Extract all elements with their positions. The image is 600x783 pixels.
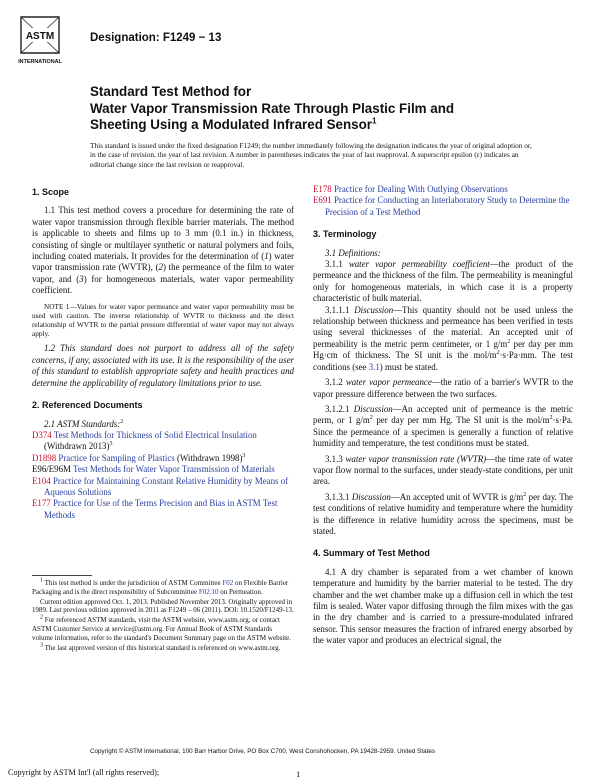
reference-title-link[interactable]: Practice for Maintaining Constant Relative Humidity by Means of Aqueous Solutions: [44, 475, 289, 497]
term-3-1-1-1: 3.1.1.1 Discussion—This quantity should not be used unless the relationship between thickness and permeance has been verified in tests using several thicknesses of the material. An accepted unit of permeability is the metric perm centimeter, or 1 $g/m^2$ per day per mm Hg·cm of thickness. The SI unit is the mol/$m^2\cdot s\cdot Pa\cdot mm$. The test conditions (see 3.1) must be stated.: [313, 304, 573, 372]
astm-logo: [15, 13, 79, 69]
footnotes: [32, 579, 294, 653]
reference-code[interactable]: E104: [32, 475, 51, 486]
reference-item: [313, 195, 573, 218]
page-number: 1: [296, 769, 301, 779]
footnote-edition: Current edition approved Oct. 1, 2013. Published November 2013. Originally approved in 1989. Last previous edition approved in 2011 as F1249 – 06 (2011). DOI: 10.1520/F1249-13.: [32, 597, 294, 615]
page-title: [90, 84, 530, 134]
title-line-1: Standard Test Method for: [90, 84, 252, 99]
footnote-3: $^3$ The last approved version of this historical standard is referenced on www.astm.org.: [40, 642, 281, 652]
scope-1-1: 1.1 This test method covers a procedure for determining the rate of water vapor transmission through flexible barrier materials. The method is applicable to sheets and films up to 3 mm (0.1 in.) in thickness, consisting of single or multilayer synthetic or natural polymers and foils, including coated materials. It provides for the determination of (1) water vapor transmission rate (WVTR), (2) the permeance of the film to water vapor, and (3) for homogeneous materials, water vapor permeability coefficient.: [32, 205, 294, 296]
reference-code[interactable]: E178: [313, 184, 332, 194]
definitions-label: 3.1 Definitions:: [325, 247, 381, 258]
reference-item: [313, 184, 573, 195]
reference-title-link[interactable]: Practice for Dealing With Outlying Observations: [333, 184, 508, 194]
reference-item: [32, 430, 294, 453]
title-line-2: Water Vapor Transmission Rate Through Plastic Film and: [90, 100, 455, 116]
term-3-1-3: 3.1.3 water vapor transmission rate (WVTR)—the time rate of water vapor flow normal to the surfaces, under steady-state conditions, per unit area.: [313, 453, 573, 487]
reference-code[interactable]: D374: [32, 429, 52, 440]
terminology-heading: 3. Terminology: [313, 229, 377, 240]
scope-1-2: 1.2 This standard does not purport to address all of the safety concerns, if any, associated with its use. It is the responsibility of the user of this standard to establish appropriate safety and health practices and determine the applicability of regulatory limitations prior to use.: [32, 343, 294, 388]
refs-list-left: [32, 430, 294, 521]
svg-text:ASTM: ASTM: [25, 31, 55, 42]
reference-code[interactable]: E96/E96M: [32, 464, 71, 475]
refs-list-right: [313, 184, 573, 218]
summary-heading: 4. Summary of Test Method: [313, 548, 430, 559]
footnote-rule: [32, 575, 92, 576]
reference-item: [32, 464, 294, 475]
title-footnote-ref[interactable]: 1: [372, 116, 377, 126]
svg-text:INTERNATIONAL: INTERNATIONAL: [18, 59, 62, 65]
reference-footnote-ref: 3: [242, 452, 246, 459]
link-f02-10[interactable]: F02.10: [198, 587, 219, 596]
term-3-1-2-1: 3.1.2.1 Discussion—An accepted unit of permeance is the metric perm, or 1 $g/m^2$ per day per mm Hg. The SI unit is the mol/$m^2\cdot s\cdot Pa$. Since the permeance of a specimen is generally a function of relative humidity and temperature, the test conditions must be stated.: [313, 403, 573, 449]
reference-code[interactable]: E691: [313, 195, 332, 206]
note-1: NOTE 1—Values for water vapor permeance and water vapor permeability must be used with caution. The inverse relationship of WVTR to thickness and the direct relationship of WVTR to the partial pressure differential of water vapor may not always apply.: [32, 301, 294, 339]
reference-suffix: (Withdrawn 2013): [44, 441, 110, 452]
reference-footnote-ref: 3: [109, 441, 113, 448]
copyright-line: Copyright © ASTM International, 100 Barr Harbor Drive, PO Box C700, West Conshohocken, PA 19428-2959. United States: [90, 748, 435, 755]
reference-title-link[interactable]: Test Methods for Thickness of Solid Electrical Insulation: [53, 429, 257, 440]
summary-4-1: 4.1 A dry chamber is separated from a wet chamber of known temperature and humidity by the barrier material to be tested. The dry chamber and the wet chamber make up a diffusion cell in which the test film is sealed. Water vapor diffusing through the film mixes with the gas in the dry chamber and is carried to a pressure-modulated infrared sensor. This sensor measures the fraction of infrared energy absorbed by the water vapor and produces an electrical signal, the: [313, 566, 573, 646]
footnote-1: $^1$ This test method is under the jurisdiction of ASTM Committee F02 on Flexible Barrier Packaging and is the direct responsibility of Subcommittee F02.10 on Permeation.: [32, 577, 289, 596]
license-line: Copyright by ASTM Int'l (all rights reserved);: [8, 768, 160, 777]
designation: Designation: F1249 − 13: [90, 32, 222, 44]
right-column: [313, 184, 573, 647]
title-line-3: [90, 117, 530, 134]
footnote-2: $^2$ For referenced ASTM standards, visit the ASTM website, www.astm.org, or contact ASTM Customer Service at service@astm.org. For Annual Book of ASTM Standards volume information, refer to the standard's Document Summary page on the ASTM website.: [32, 614, 292, 642]
reference-item: [32, 453, 294, 464]
link-f02[interactable]: F02: [222, 579, 234, 587]
scope-heading: 1. Scope: [32, 187, 70, 197]
reference-item: [32, 498, 294, 521]
reference-code[interactable]: D1898: [32, 452, 57, 463]
left-column: [32, 187, 294, 521]
link-3-1[interactable]: 3.1: [368, 361, 380, 372]
referenced-documents-heading: 2. Referenced Documents: [32, 400, 143, 411]
reference-title-link[interactable]: Test Methods for Water Vapor Transmission of Materials: [73, 464, 275, 475]
reference-item: [32, 476, 294, 499]
reference-title-link[interactable]: Practice for Use of the Terms Precision and Bias in ASTM Test Methods: [44, 498, 278, 520]
reference-title-link[interactable]: Practice for Conducting an Interlaboratory Study to Determine the Precision of a Test Method: [325, 195, 570, 217]
term-3-1-1: 3.1.1 water vapor permeability coefficient—the product of the permeance and the thickness of the film. The permeability is meaningful only for homogeneous materials, in which case it is a property characteristic of bulk material.: [313, 259, 573, 304]
reference-code[interactable]: E177: [32, 498, 51, 509]
title-line-3-text: Sheeting Using a Modulated Infrared Sensor: [90, 117, 372, 132]
astm-standards-label: 2.1 ASTM Standards:$^2$: [44, 418, 124, 429]
reference-title-link[interactable]: Practice for Sampling of Plastics: [58, 452, 175, 463]
term-3-1-2: 3.1.2 water vapor permeance—the ratio of a barrier's WVTR to the vapor pressure difference between the two surfaces.: [313, 377, 574, 399]
intro-paragraph: This standard is issued under the fixed designation F1249; the number immediately following the designation indicates the year of original adoption or, in the case of revision, the year of last revision. A number in parentheses indicates the year of last reapproval. A superscript epsilon (ε) indicates an editorial change since the last revision or reapproval.: [90, 141, 532, 169]
term-3-1-3-1: 3.1.3.1 Discussion—An accepted unit of WVTR is $g/m^2$ per day. The test conditions of relative humidity and temperature where the humidity is the difference in relative humidity across the specimens, must be stated.: [313, 491, 573, 536]
reference-suffix: (Withdrawn 1998): [174, 452, 243, 463]
